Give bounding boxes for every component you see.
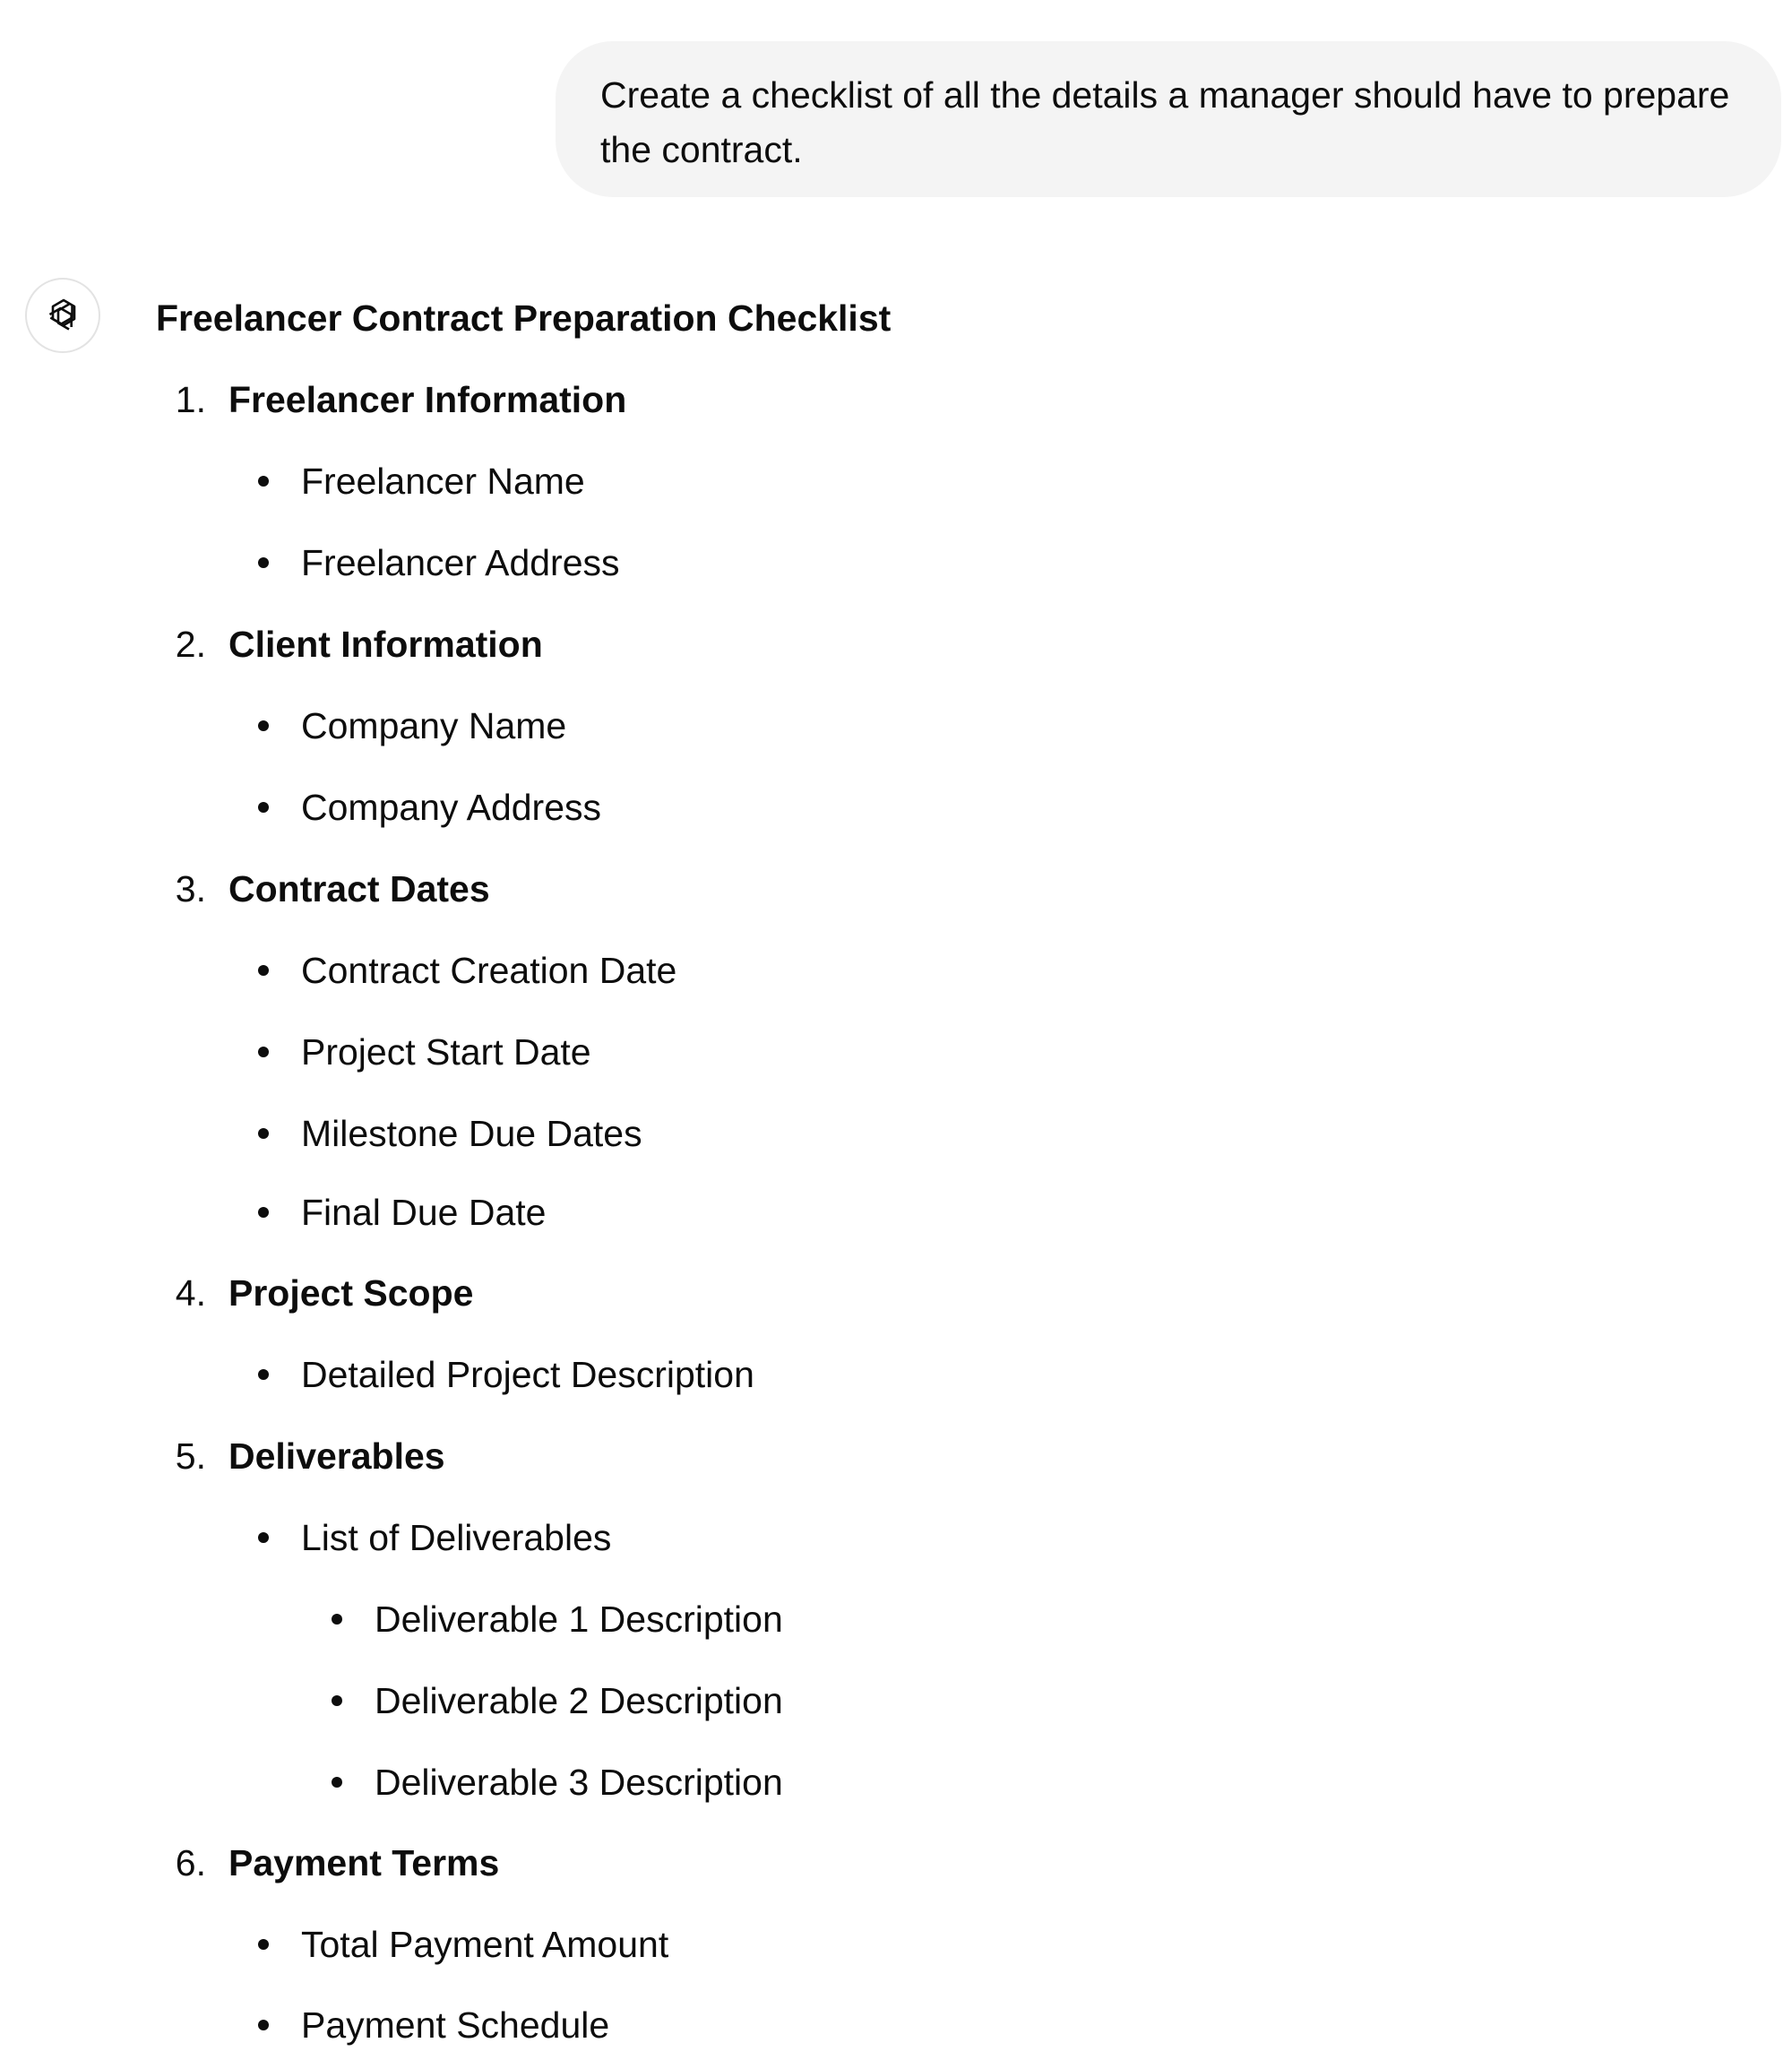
section-heading: Contract Dates <box>228 868 490 909</box>
section-number: 4. <box>175 1272 206 1314</box>
list-item: Freelancer Name <box>301 461 585 502</box>
list-item: Final Due Date <box>301 1192 547 1233</box>
section-number: 3. <box>175 868 206 909</box>
section-number: 2. <box>175 624 206 665</box>
list-item: List of Deliverables <box>301 1517 612 1558</box>
bullet-icon <box>258 1369 269 1380</box>
section-heading: Deliverables <box>228 1435 445 1477</box>
list-item: Freelancer Address <box>301 542 620 583</box>
list-item: Milestone Due Dates <box>301 1113 642 1154</box>
bullet-icon <box>258 720 269 731</box>
list-item: Project Start Date <box>301 1031 591 1073</box>
assistant-avatar <box>25 278 100 353</box>
section-number: 5. <box>175 1435 206 1477</box>
bullet-icon <box>258 1207 269 1218</box>
bullet-icon <box>258 1047 269 1057</box>
bullet-icon <box>258 1532 269 1543</box>
bullet-icon <box>258 1128 269 1139</box>
section-heading: Client Information <box>228 624 543 665</box>
list-item: Total Payment Amount <box>301 1924 669 1965</box>
sub-list-item: Deliverable 1 Description <box>375 1599 783 1640</box>
user-message-bubble <box>556 41 1781 197</box>
sub-list-item: Deliverable 2 Description <box>375 1680 783 1721</box>
section-heading: Freelancer Information <box>228 379 627 420</box>
bullet-icon <box>258 1939 269 1950</box>
response-title: Freelancer Contract Preparation Checklist <box>156 297 892 339</box>
bullet-icon <box>332 1777 342 1788</box>
sub-list-item: Deliverable 3 Description <box>375 1762 783 1803</box>
bullet-icon <box>332 1695 342 1706</box>
bullet-icon <box>258 2020 269 2030</box>
section-number: 1. <box>175 379 206 420</box>
list-item: Company Address <box>301 787 602 828</box>
section-heading: Payment Terms <box>228 1842 500 1883</box>
list-item: Company Name <box>301 705 567 746</box>
user-message-text: Create a checklist of all the details a manager should have to prepare the contract. <box>600 74 1730 170</box>
section-number: 6. <box>175 1842 206 1883</box>
bullet-icon <box>258 965 269 976</box>
bullet-icon <box>258 476 269 487</box>
list-item: Contract Creation Date <box>301 950 677 991</box>
bullet-icon <box>332 1614 342 1625</box>
bullet-icon <box>258 802 269 813</box>
list-item: Payment Schedule <box>301 2004 610 2046</box>
section-heading: Project Scope <box>228 1272 474 1314</box>
openai-logo-icon <box>42 295 85 338</box>
bullet-icon <box>258 557 269 568</box>
list-item: Detailed Project Description <box>301 1354 754 1395</box>
